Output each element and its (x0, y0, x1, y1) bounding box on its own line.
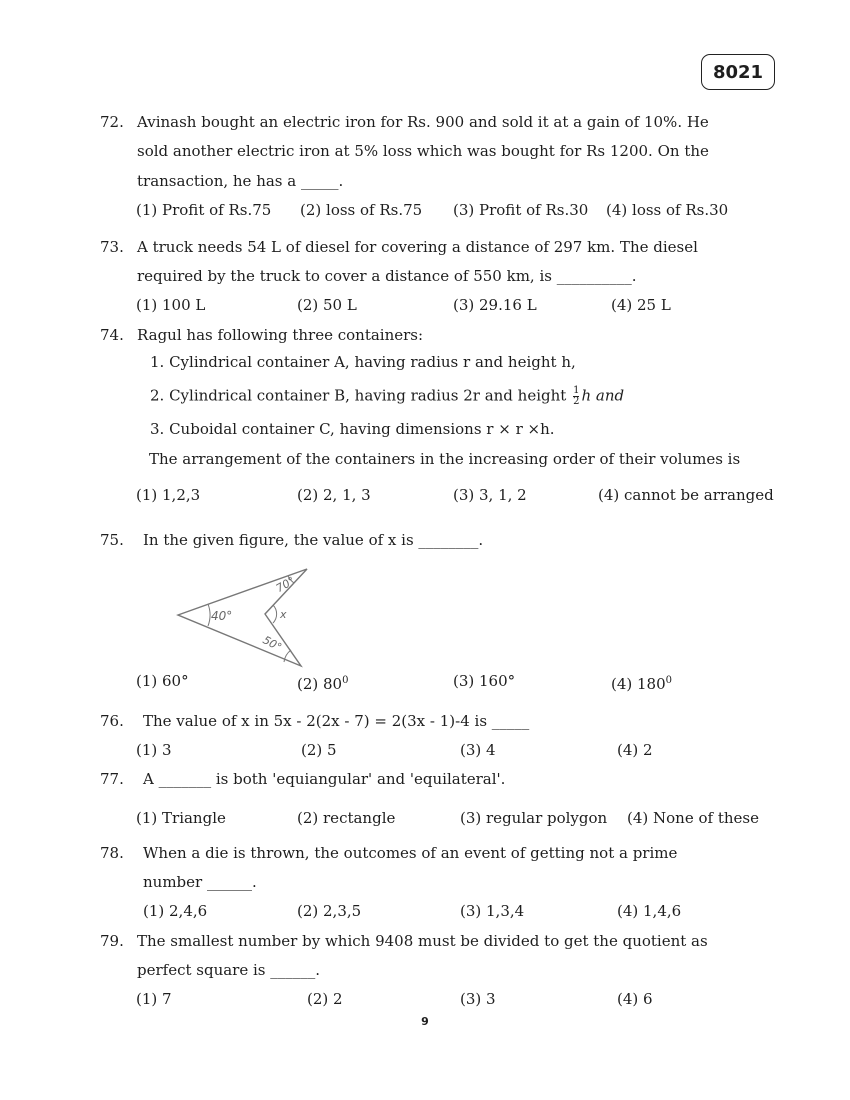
option-1: (1) 1,2,3 (136, 486, 201, 504)
option-2-text: (2) 80 (297, 675, 343, 693)
question-number: 79. (100, 932, 124, 950)
angle-label-70: 70° (273, 574, 298, 596)
option-2: (2) loss of Rs.75 (300, 201, 423, 219)
list-item: 1. Cylindrical container A, having radius r and height h, (150, 353, 576, 371)
option-2: (2) 50 L (297, 296, 357, 314)
question-number: 76. (100, 712, 124, 730)
question-text-line: Avinash bought an electric iron for Rs. 900 and sold it at a gain of 10%. He (137, 113, 709, 131)
question-text-line: transaction, he has a _____. (137, 172, 344, 190)
option-2 (297, 672, 348, 693)
fraction-denominator: 2 (573, 396, 580, 407)
option-2: (2) 2 (307, 990, 343, 1008)
fraction-one-half (573, 386, 579, 407)
option-4-text: (4) 180 (611, 675, 666, 693)
option-1: (1) 2,4,6 (143, 902, 208, 920)
list-item-text: 2. Cylindrical container B, having radius 2r and height (150, 386, 567, 405)
list-item (150, 386, 624, 407)
option-3: (3) 29.16 L (453, 296, 537, 314)
question-text-line: Ragul has following three containers: (137, 326, 424, 344)
question-text-line: required by the truck to cover a distance of 550 km, is __________. (137, 267, 637, 285)
option-2: (2) rectangle (297, 809, 396, 827)
question-number: 74. (100, 326, 124, 344)
question-text-line: The smallest number by which 9408 must be divided to get the quotient as (137, 932, 708, 950)
option-4: (4) 25 L (611, 296, 671, 314)
fraction-numerator: 1 (573, 385, 580, 396)
option-3: (3) 3 (460, 990, 496, 1008)
option-1: (1) 7 (136, 990, 172, 1008)
paper-code-badge: 8021 (701, 54, 775, 90)
option-2-superscript: 0 (342, 675, 349, 686)
question-text-line: A _______ is both 'equiangular' and 'equilateral'. (143, 770, 506, 788)
question-text-line: A truck needs 54 L of diesel for covering a distance of 297 km. The diesel (137, 238, 698, 256)
list-item-tail: h and (581, 386, 625, 405)
option-4: (4) None of these (627, 809, 759, 827)
option-2: (2) 2, 1, 3 (297, 486, 371, 504)
question-text-line: The arrangement of the containers in the increasing order of their volumes is (149, 450, 741, 468)
option-4 (611, 672, 672, 693)
option-2: (2) 2,3,5 (297, 902, 362, 920)
angle-label-x: x (280, 608, 287, 621)
option-3: (3) 1,3,4 (460, 902, 525, 920)
option-1: (1) Profit of Rs.75 (136, 201, 272, 219)
option-4: (4) cannot be arranged (598, 486, 774, 504)
option-1: (1) 100 L (136, 296, 206, 314)
question-number: 73. (100, 238, 124, 256)
question-text-line: When a die is thrown, the outcomes of an event of getting not a prime (143, 844, 678, 862)
option-4: (4) loss of Rs.30 (606, 201, 729, 219)
option-3: (3) Profit of Rs.30 (453, 201, 589, 219)
question-number: 75. (100, 531, 124, 549)
list-item: 3. Cuboidal container C, having dimensions r × r ×h. (150, 420, 555, 438)
option-4: (4) 1,4,6 (617, 902, 682, 920)
question-number: 77. (100, 770, 124, 788)
option-3: (3) 3, 1, 2 (453, 486, 527, 504)
option-2: (2) 5 (301, 741, 337, 759)
question-text-line: perfect square is ______. (137, 961, 321, 979)
page-number: 9 (421, 1015, 429, 1028)
angle-label-40: 40° (211, 609, 233, 623)
option-1: (1) 3 (136, 741, 172, 759)
question-text-line: number ______. (143, 873, 257, 891)
option-4: (4) 6 (617, 990, 653, 1008)
option-3: (3) 160° (453, 672, 516, 690)
question-text-line: sold another electric iron at 5% loss which was bought for Rs 1200. On the (137, 142, 709, 160)
option-1: (1) 60° (136, 672, 189, 690)
option-4: (4) 2 (617, 741, 653, 759)
option-4-superscript: 0 (665, 675, 673, 686)
question-number: 78. (100, 844, 124, 862)
option-3: (3) 4 (460, 741, 496, 759)
question-text-line: The value of x in 5x - 2(2x - 7) = 2(3x - 1)-4 is _____ (143, 712, 530, 730)
option-1: (1) Triangle (136, 809, 226, 827)
angle-figure (170, 562, 315, 672)
question-number: 72. (100, 113, 124, 131)
angle-arc-40 (208, 604, 210, 626)
option-3: (3) regular polygon (460, 809, 608, 827)
angle-label-50: 50° (260, 633, 284, 655)
question-text-line: In the given figure, the value of x is ________. (143, 531, 484, 549)
angle-arc-x (273, 605, 277, 623)
